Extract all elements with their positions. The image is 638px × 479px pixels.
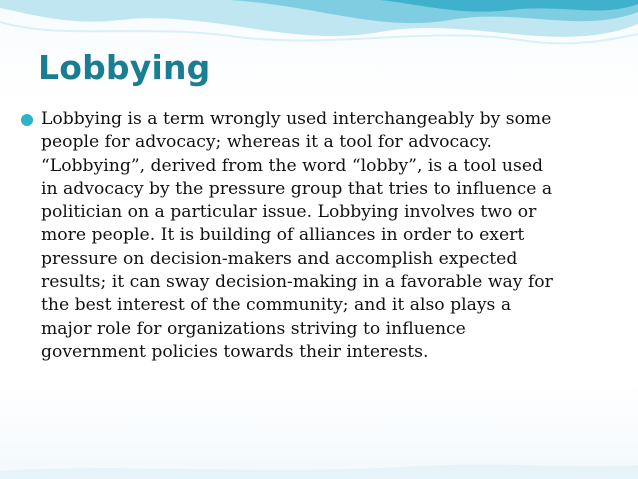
bullet-line bbox=[20, 294, 620, 317]
bullet-line bbox=[20, 201, 620, 224]
bullet-text-line: more people. It is building of alliances in order to exert bbox=[41, 225, 525, 246]
bullet-line bbox=[20, 108, 620, 131]
bullet-text-line: Lobbying is a term wrongly used interchangeably by some bbox=[41, 109, 552, 129]
bullet-text-line: major role for organizations striving to influence bbox=[41, 318, 466, 339]
bullet-line bbox=[20, 155, 620, 178]
bullet-line bbox=[20, 248, 620, 271]
bullet-text-line: politician on a particular issue. Lobbying involves two or bbox=[41, 202, 537, 223]
filled-circle-bullet-icon bbox=[21, 114, 33, 126]
bullet-text-line: in advocacy by the pressure group that tries to influence a bbox=[41, 178, 553, 199]
bullet-line bbox=[20, 131, 620, 154]
bullet-line bbox=[20, 224, 620, 247]
bullet-text-line: “Lobbying”, derived from the word “lobby”, is a tool used bbox=[41, 155, 543, 176]
bullet-line bbox=[20, 178, 620, 201]
bullet-text-line: the best interest of the community; and it also plays a bbox=[41, 295, 512, 316]
bullet-line bbox=[20, 271, 620, 294]
bullet-text-line: pressure on decision-makers and accomplish expected bbox=[41, 248, 518, 269]
bullet-text-line: results; it can sway decision-making in a favorable way for bbox=[41, 272, 553, 293]
bullet-line bbox=[20, 341, 620, 364]
decorative-wave-footer bbox=[0, 449, 638, 479]
bullet-text-line: government policies towards their interests. bbox=[41, 341, 429, 362]
bullet-line bbox=[20, 318, 620, 341]
bullet-text-line: people for advocacy; whereas it a tool for advocacy. bbox=[41, 132, 492, 153]
bullet-paragraph bbox=[20, 108, 620, 364]
slide-title: Lobbying bbox=[38, 48, 211, 87]
